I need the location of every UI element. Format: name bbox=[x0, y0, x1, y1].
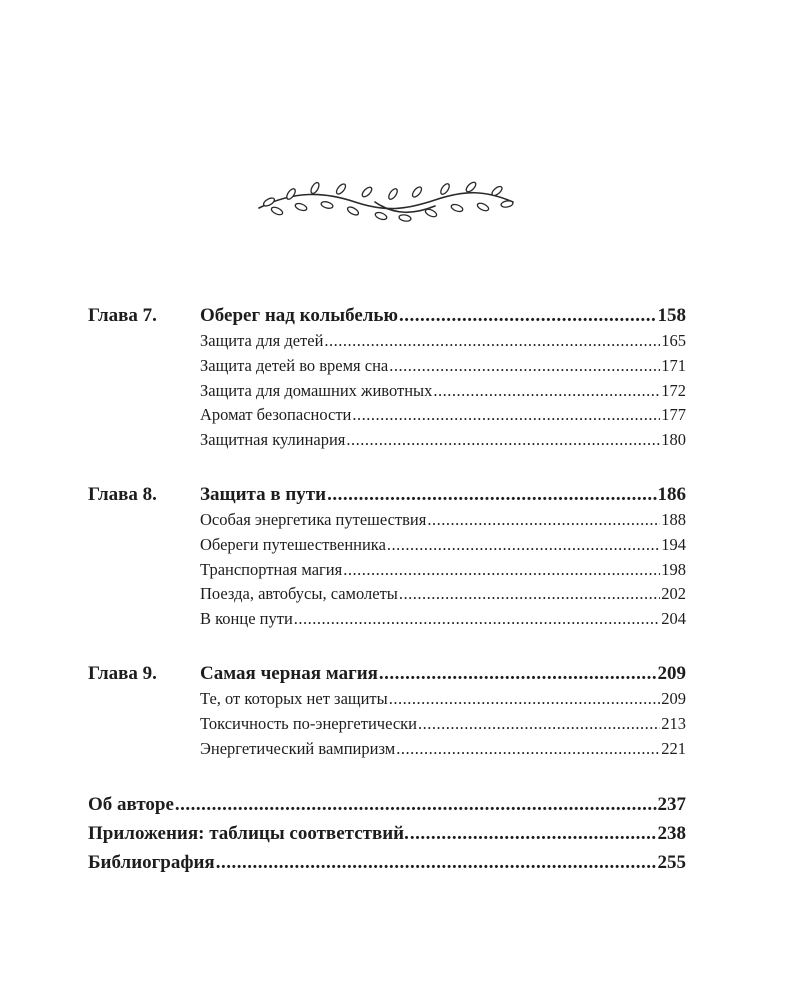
toc-entry bbox=[88, 737, 686, 762]
back-matter bbox=[88, 790, 686, 877]
page-number: 177 bbox=[661, 405, 686, 425]
dot-leader bbox=[216, 848, 657, 877]
entry-title: Библиография bbox=[88, 852, 215, 874]
back-matter-entry bbox=[88, 848, 686, 877]
chapter-9 bbox=[88, 661, 686, 761]
toc-entry bbox=[88, 582, 686, 607]
page-number: 180 bbox=[661, 430, 686, 450]
entry-title: Энергетический вампиризм bbox=[200, 738, 396, 758]
entry-title: Защита детей во время сна bbox=[200, 355, 389, 375]
dot-leader bbox=[399, 582, 660, 607]
dot-leader bbox=[418, 712, 660, 737]
chapter-label: Глава 7. bbox=[88, 305, 157, 326]
chapter-title: Самая черная магия bbox=[200, 662, 378, 684]
chapter-label: Глава 9. bbox=[88, 662, 157, 684]
dot-leader bbox=[327, 482, 656, 508]
dot-leader bbox=[175, 790, 657, 819]
toc-entry bbox=[88, 533, 686, 558]
entry-title: Приложения: таблицы соответствий. bbox=[88, 823, 409, 845]
dot-leader bbox=[346, 428, 660, 453]
entry-title: Особая энергетика путешествия bbox=[200, 509, 427, 529]
toc-entry bbox=[88, 607, 686, 632]
entry-title: Токсичность по-энергетически bbox=[200, 713, 417, 733]
toc-entry bbox=[88, 379, 686, 404]
page-number: 165 bbox=[661, 331, 686, 350]
page-number: 194 bbox=[661, 534, 686, 554]
entry-title: Поезда, автобусы, самолеты bbox=[200, 584, 398, 604]
toc-entry bbox=[88, 354, 686, 379]
page-number: 238 bbox=[657, 823, 686, 845]
dot-leader bbox=[343, 558, 660, 583]
chapter-heading bbox=[88, 661, 686, 687]
page-number: 202 bbox=[661, 584, 686, 604]
toc-entry bbox=[88, 329, 686, 354]
chapter-8 bbox=[88, 482, 686, 632]
dot-leader bbox=[389, 687, 661, 712]
dot-leader bbox=[389, 354, 660, 379]
dot-leader bbox=[294, 607, 660, 632]
chapter-heading bbox=[88, 303, 686, 329]
page-number: 172 bbox=[661, 380, 686, 400]
dot-leader bbox=[324, 329, 660, 354]
decorative-vine-icon bbox=[255, 180, 517, 224]
table-of-contents bbox=[88, 303, 686, 877]
toc-entry bbox=[88, 712, 686, 737]
dot-leader bbox=[410, 819, 657, 848]
toc-entry bbox=[88, 558, 686, 583]
entry-title: Защита для домашних животных bbox=[200, 380, 433, 400]
entry-title: Аромат безопасности bbox=[200, 405, 352, 425]
page-number: 198 bbox=[661, 559, 686, 579]
chapter-7 bbox=[88, 303, 686, 453]
dot-leader bbox=[399, 303, 657, 329]
toc-entry bbox=[88, 508, 686, 533]
back-matter-entry bbox=[88, 790, 686, 819]
page-number: 188 bbox=[661, 509, 686, 529]
dot-leader bbox=[427, 508, 660, 533]
toc-entry bbox=[88, 403, 686, 428]
dot-leader bbox=[433, 379, 660, 404]
entry-title: В конце пути bbox=[200, 609, 293, 629]
page-number: 209 bbox=[657, 662, 686, 684]
chapter-label: Глава 8. bbox=[88, 483, 157, 505]
page-number: 171 bbox=[661, 355, 686, 375]
chapter-title: Оберег над колыбелью bbox=[200, 305, 398, 326]
entry-title: Те, от которых нет защиты bbox=[200, 688, 388, 708]
entry-title: Об авторе bbox=[88, 794, 174, 816]
page-number: 209 bbox=[661, 688, 686, 708]
toc-entry bbox=[88, 428, 686, 453]
page-number: 158 bbox=[657, 305, 686, 326]
back-matter-entry bbox=[88, 819, 686, 848]
page-number: 221 bbox=[661, 738, 686, 758]
dot-leader bbox=[396, 737, 660, 762]
dot-leader bbox=[387, 533, 660, 558]
dot-leader bbox=[379, 661, 657, 687]
dot-leader bbox=[352, 403, 660, 428]
chapter-heading bbox=[88, 482, 686, 508]
chapter-title: Защита в пути bbox=[200, 483, 327, 505]
toc-entry bbox=[88, 687, 686, 712]
page-number: 204 bbox=[661, 609, 686, 629]
entry-title: Защита для детей bbox=[200, 331, 324, 350]
page-number: 255 bbox=[657, 852, 686, 874]
page-number: 237 bbox=[657, 794, 686, 816]
page-number: 213 bbox=[661, 713, 686, 733]
page-number: 186 bbox=[657, 483, 686, 505]
entry-title: Обереги путешественника bbox=[200, 534, 386, 554]
entry-title: Транспортная магия bbox=[200, 559, 343, 579]
entry-title: Защитная кулинария bbox=[200, 430, 346, 450]
